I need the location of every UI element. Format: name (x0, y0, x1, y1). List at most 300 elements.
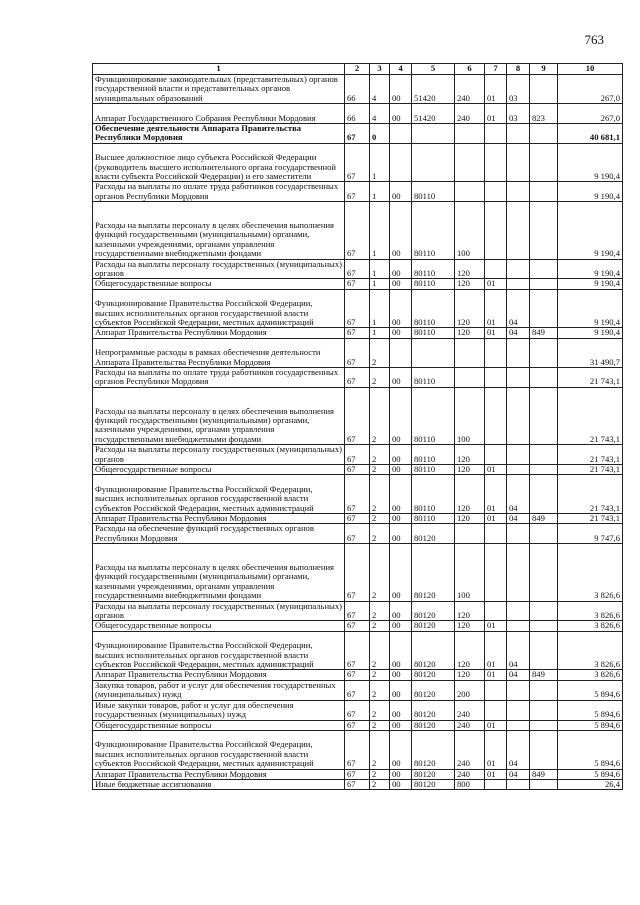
col8-cell (507, 445, 530, 465)
col2-cell: 67 (345, 202, 370, 259)
col9-cell (530, 700, 558, 720)
col5-cell: 80120 (412, 621, 455, 631)
col5-cell: 80120 (412, 524, 455, 544)
col6-cell (455, 143, 485, 182)
col7-cell: 01 (485, 730, 507, 769)
col5-cell: 80120 (412, 670, 455, 680)
col3-cell: 2 (370, 779, 390, 789)
col3-cell: 1 (370, 143, 390, 182)
col8-cell (507, 465, 530, 475)
col5-cell: 80110 (412, 514, 455, 524)
col8-cell: 03 (507, 75, 530, 104)
col3-cell: 4 (370, 75, 390, 104)
amount-cell: 3 826,6 (558, 621, 623, 631)
col9-cell: 849 (530, 514, 558, 524)
header-cell: 10 (558, 64, 623, 75)
col9-cell (530, 720, 558, 730)
col5-cell: 80120 (412, 601, 455, 621)
col6-cell (455, 368, 485, 388)
col9-cell (530, 779, 558, 789)
col5-cell: 51420 (412, 75, 455, 104)
col7-cell (485, 601, 507, 621)
amount-cell: 26,4 (558, 779, 623, 789)
col4-cell: 00 (390, 680, 412, 700)
col2-cell: 67 (345, 680, 370, 700)
col8-cell (507, 720, 530, 730)
header-cell: 8 (507, 64, 530, 75)
col8-cell (507, 524, 530, 544)
col4-cell: 00 (390, 279, 412, 289)
col9-cell (530, 338, 558, 367)
col7-cell (485, 143, 507, 182)
col4-cell (390, 124, 412, 144)
col3-cell: 1 (370, 182, 390, 202)
col4-cell: 00 (390, 631, 412, 670)
col6-cell (455, 524, 485, 544)
amount-cell: 5 894,6 (558, 680, 623, 700)
amount-cell: 267,0 (558, 104, 623, 124)
col7-cell: 01 (485, 279, 507, 289)
col6-cell: 120 (455, 601, 485, 621)
table-row (93, 601, 623, 621)
table-row (93, 720, 623, 730)
col2-cell: 67 (345, 524, 370, 544)
col9-cell (530, 143, 558, 182)
header-cell: 5 (412, 64, 455, 75)
amount-cell: 5 894,6 (558, 700, 623, 720)
col3-cell: 2 (370, 720, 390, 730)
table-row (93, 75, 623, 104)
amount-cell: 5 894,6 (558, 720, 623, 730)
col3-cell: 2 (370, 700, 390, 720)
amount-cell: 3 826,6 (558, 631, 623, 670)
table-row (93, 621, 623, 631)
col6-cell: 240 (455, 104, 485, 124)
col3-cell: 2 (370, 670, 390, 680)
col8-cell (507, 700, 530, 720)
col7-cell (485, 544, 507, 601)
col5-cell: 80120 (412, 720, 455, 730)
col5-cell (412, 143, 455, 182)
col6-cell: 120 (455, 670, 485, 680)
col7-cell: 01 (485, 631, 507, 670)
amount-cell: 267,0 (558, 75, 623, 104)
col5-cell: 80110 (412, 182, 455, 202)
header-cell: 7 (485, 64, 507, 75)
row-name-cell: Аппарат Правительства Республики Мордовия (93, 514, 345, 524)
col2-cell: 67 (345, 544, 370, 601)
table-row (93, 182, 623, 202)
col6-cell: 120 (455, 475, 485, 514)
col7-cell (485, 779, 507, 789)
col9-cell (530, 387, 558, 444)
col3-cell: 2 (370, 544, 390, 601)
col6-cell: 240 (455, 75, 485, 104)
col2-cell: 67 (345, 289, 370, 328)
col3-cell: 4 (370, 104, 390, 124)
row-name-cell: Аппарат Правительства Республики Мордовия (93, 670, 345, 680)
col2-cell: 67 (345, 601, 370, 621)
col7-cell: 01 (485, 475, 507, 514)
amount-cell: 9 190,4 (558, 259, 623, 279)
col6-cell: 120 (455, 445, 485, 465)
col8-cell (507, 544, 530, 601)
col4-cell: 00 (390, 75, 412, 104)
col7-cell: 01 (485, 720, 507, 730)
col4-cell: 00 (390, 524, 412, 544)
col7-cell (485, 368, 507, 388)
row-name-cell: Аппарат Правительства Республики Мордовия (93, 769, 345, 779)
amount-cell: 21 743,1 (558, 387, 623, 444)
col4-cell: 00 (390, 475, 412, 514)
col5-cell: 80110 (412, 387, 455, 444)
col3-cell: 2 (370, 621, 390, 631)
col3-cell: 1 (370, 279, 390, 289)
row-name-cell: Расходы на выплаты персоналу в целях обеспечения выполнения функций государственными (муниципальными) органами, казенными учреждениями, органами управления государственными внебюджетными фондами (93, 202, 345, 259)
row-name-cell: Закупка товаров, работ и услуг для обеспечения государственных (муниципальных) нужд (93, 680, 345, 700)
col5-cell: 80120 (412, 730, 455, 769)
table-row (93, 544, 623, 601)
col6-cell: 800 (455, 779, 485, 789)
amount-cell: 9 190,4 (558, 182, 623, 202)
row-name-cell: Общегосударственные вопросы (93, 465, 345, 475)
col2-cell: 67 (345, 143, 370, 182)
col9-cell: 849 (530, 769, 558, 779)
col9-cell: 849 (530, 670, 558, 680)
col4-cell (390, 143, 412, 182)
col8-cell: 04 (507, 328, 530, 338)
amount-cell: 31 490,7 (558, 338, 623, 367)
col2-cell: 67 (345, 779, 370, 789)
col4-cell: 00 (390, 730, 412, 769)
col2-cell: 67 (345, 700, 370, 720)
col7-cell: 01 (485, 289, 507, 328)
row-name-cell: Расходы на выплаты по оплате труда работников государственных органов Республики Мордовия (93, 182, 345, 202)
amount-cell: 21 743,1 (558, 445, 623, 465)
col8-cell: 04 (507, 514, 530, 524)
col6-cell: 120 (455, 328, 485, 338)
col4-cell: 00 (390, 182, 412, 202)
amount-cell: 9 190,4 (558, 289, 623, 328)
col7-cell: 01 (485, 75, 507, 104)
col4-cell: 00 (390, 700, 412, 720)
col7-cell: 01 (485, 104, 507, 124)
col8-cell (507, 601, 530, 621)
table-row (93, 259, 623, 279)
col9-cell (530, 182, 558, 202)
col4-cell: 00 (390, 104, 412, 124)
col5-cell: 80110 (412, 475, 455, 514)
col7-cell (485, 700, 507, 720)
col8-cell: 03 (507, 104, 530, 124)
col2-cell: 67 (345, 338, 370, 367)
col6-cell: 120 (455, 465, 485, 475)
col4-cell: 00 (390, 621, 412, 631)
row-name-cell: Общегосударственные вопросы (93, 279, 345, 289)
table-row (93, 289, 623, 328)
col4-cell: 00 (390, 328, 412, 338)
col7-cell (485, 680, 507, 700)
table-row (93, 387, 623, 444)
table-row (93, 202, 623, 259)
row-name-cell: Функционирование Правительства Российской Федерации, высших исполнительных органов государственной власти субъектов Российской Федерации, местных администраций (93, 631, 345, 670)
col4-cell: 00 (390, 259, 412, 279)
col5-cell: 80110 (412, 328, 455, 338)
row-name-cell: Высшее должностное лицо субъекта Российской Федерации (руководитель высшего исполнительного органа государственной власти субъекта Российской Федерации) и его заместители (93, 143, 345, 182)
amount-cell: 9 190,4 (558, 202, 623, 259)
col8-cell (507, 202, 530, 259)
col6-cell: 120 (455, 514, 485, 524)
amount-cell: 9 190,4 (558, 143, 623, 182)
row-name-cell: Аппарат Правительства Республики Мордовия (93, 328, 345, 338)
amount-cell: 3 826,6 (558, 601, 623, 621)
table-row (93, 514, 623, 524)
col6-cell: 100 (455, 544, 485, 601)
col2-cell: 67 (345, 445, 370, 465)
col6-cell: 240 (455, 700, 485, 720)
col7-cell (485, 387, 507, 444)
col2-cell: 67 (345, 621, 370, 631)
col5-cell: 80110 (412, 289, 455, 328)
col2-cell: 67 (345, 124, 370, 144)
col3-cell: 2 (370, 465, 390, 475)
col9-cell (530, 75, 558, 104)
col6-cell: 240 (455, 730, 485, 769)
col6-cell: 240 (455, 720, 485, 730)
col2-cell: 67 (345, 475, 370, 514)
header-cell: 3 (370, 64, 390, 75)
col2-cell: 67 (345, 670, 370, 680)
col6-cell: 120 (455, 621, 485, 631)
col5-cell: 80110 (412, 259, 455, 279)
row-name-cell: Расходы на выплаты персоналу в целях обеспечения выполнения функций государственными (муниципальными) органами, казенными учреждениями, органами управления государственными внебюджетными фондами (93, 387, 345, 444)
col8-cell: 04 (507, 730, 530, 769)
page-number: 763 (584, 32, 604, 47)
col6-cell: 100 (455, 387, 485, 444)
col7-cell: 01 (485, 621, 507, 631)
table-row (93, 368, 623, 388)
col9-cell: 823 (530, 104, 558, 124)
col7-cell: 01 (485, 328, 507, 338)
col2-cell: 67 (345, 182, 370, 202)
col2-cell: 67 (345, 730, 370, 769)
col7-cell (485, 524, 507, 544)
col5-cell: 80120 (412, 631, 455, 670)
amount-cell: 3 826,6 (558, 670, 623, 680)
table-row (93, 143, 623, 182)
col9-cell (530, 621, 558, 631)
col9-cell (530, 524, 558, 544)
table-row (93, 338, 623, 367)
col4-cell: 00 (390, 601, 412, 621)
col8-cell: 04 (507, 631, 530, 670)
col3-cell: 2 (370, 368, 390, 388)
col2-cell: 67 (345, 368, 370, 388)
col8-cell: 04 (507, 670, 530, 680)
col5-cell (412, 338, 455, 367)
col4-cell: 00 (390, 465, 412, 475)
col4-cell: 00 (390, 289, 412, 328)
col8-cell (507, 338, 530, 367)
table-row (93, 680, 623, 700)
col3-cell: 1 (370, 289, 390, 328)
col8-cell (507, 279, 530, 289)
col9-cell (530, 631, 558, 670)
col8-cell (507, 680, 530, 700)
col4-cell: 00 (390, 720, 412, 730)
row-name-cell: Общегосударственные вопросы (93, 621, 345, 631)
col5-cell: 51420 (412, 104, 455, 124)
budget-table (92, 63, 623, 790)
col8-cell (507, 259, 530, 279)
amount-cell: 40 681,1 (558, 124, 623, 144)
table-row (93, 769, 623, 779)
table-row (93, 631, 623, 670)
col3-cell: 1 (370, 259, 390, 279)
col5-cell: 80120 (412, 769, 455, 779)
col6-cell (455, 338, 485, 367)
col8-cell (507, 621, 530, 631)
col4-cell: 00 (390, 445, 412, 465)
col2-cell: 67 (345, 387, 370, 444)
col5-cell (412, 124, 455, 144)
row-name-cell: Расходы на выплаты по оплате труда работников государственных органов Республики Мордовия (93, 368, 345, 388)
table-body (93, 75, 623, 790)
col6-cell: 120 (455, 279, 485, 289)
table-row (93, 445, 623, 465)
header-cell: 1 (93, 64, 345, 75)
row-name-cell: Непрограммные расходы в рамках обеспечения деятельности Аппарата Правительства Республики Мордовия (93, 338, 345, 367)
col9-cell (530, 368, 558, 388)
col8-cell (507, 182, 530, 202)
col9-cell (530, 289, 558, 328)
col3-cell: 0 (370, 124, 390, 144)
col7-cell (485, 182, 507, 202)
col4-cell: 00 (390, 779, 412, 789)
col3-cell: 2 (370, 631, 390, 670)
table-row (93, 779, 623, 789)
col7-cell: 01 (485, 514, 507, 524)
row-name-cell: Общегосударственные вопросы (93, 720, 345, 730)
col4-cell: 00 (390, 670, 412, 680)
row-name-cell: Аппарат Государственного Собрания Республики Мордовия (93, 104, 345, 124)
header-cell: 6 (455, 64, 485, 75)
col9-cell (530, 475, 558, 514)
col8-cell (507, 779, 530, 789)
col9-cell (530, 259, 558, 279)
table-header-row (93, 64, 623, 75)
amount-cell: 21 743,1 (558, 368, 623, 388)
col8-cell (507, 124, 530, 144)
amount-cell: 9 190,4 (558, 328, 623, 338)
table-row (93, 124, 623, 144)
table-row (93, 524, 623, 544)
col4-cell: 00 (390, 387, 412, 444)
col6-cell: 120 (455, 631, 485, 670)
amount-cell: 21 743,1 (558, 514, 623, 524)
col3-cell: 2 (370, 680, 390, 700)
col8-cell (507, 368, 530, 388)
col3-cell: 1 (370, 328, 390, 338)
col9-cell (530, 730, 558, 769)
col7-cell (485, 338, 507, 367)
col6-cell: 200 (455, 680, 485, 700)
table-row (93, 104, 623, 124)
table-row (93, 328, 623, 338)
row-name-cell: Расходы на выплаты персоналу государственных (муниципальных) органов (93, 259, 345, 279)
header-cell: 4 (390, 64, 412, 75)
amount-cell: 5 894,6 (558, 730, 623, 769)
col9-cell (530, 202, 558, 259)
col6-cell (455, 124, 485, 144)
row-name-cell: Расходы на выплаты персоналу государственных (муниципальных) органов (93, 445, 345, 465)
row-name-cell: Функционирование Правительства Российской Федерации, высших исполнительных органов государственной власти субъектов Российской Федерации, местных администраций (93, 289, 345, 328)
col2-cell: 67 (345, 720, 370, 730)
col2-cell: 66 (345, 104, 370, 124)
col2-cell: 67 (345, 279, 370, 289)
amount-cell: 21 743,1 (558, 465, 623, 475)
col5-cell: 80110 (412, 445, 455, 465)
col4-cell: 00 (390, 544, 412, 601)
col8-cell: 04 (507, 475, 530, 514)
col7-cell: 01 (485, 670, 507, 680)
col6-cell (455, 182, 485, 202)
table-row (93, 670, 623, 680)
col9-cell: 849 (530, 328, 558, 338)
col8-cell: 04 (507, 289, 530, 328)
row-name-cell: Функционирование законодательных (представительных) органов государственной власти и представительных органов муниципальных образований (93, 75, 345, 104)
col6-cell: 120 (455, 259, 485, 279)
amount-cell: 3 826,6 (558, 544, 623, 601)
col2-cell: 67 (345, 465, 370, 475)
col2-cell: 67 (345, 769, 370, 779)
col8-cell (507, 143, 530, 182)
col4-cell: 00 (390, 514, 412, 524)
row-name-cell: Расходы на выплаты персоналу в целях обеспечения выполнения функций государственными (муниципальными) органами, казенными учреждениями, органами управления государственными внебюджетными фондами (93, 544, 345, 601)
table-row (93, 700, 623, 720)
row-name-cell: Функционирование Правительства Российской Федерации, высших исполнительных органов государственной власти субъектов Российской Федерации, местных администраций (93, 475, 345, 514)
header-cell: 2 (345, 64, 370, 75)
col5-cell: 80120 (412, 779, 455, 789)
col5-cell: 80120 (412, 680, 455, 700)
col3-cell: 2 (370, 601, 390, 621)
row-name-cell: Обеспечение деятельности Аппарата Правительства Республики Мордовия (93, 124, 345, 144)
col3-cell: 2 (370, 524, 390, 544)
col2-cell: 66 (345, 75, 370, 104)
col3-cell: 1 (370, 202, 390, 259)
col9-cell (530, 124, 558, 144)
col7-cell (485, 445, 507, 465)
row-name-cell: Расходы на обеспечение функций государственных органов Республики Мордовия (93, 524, 345, 544)
amount-cell: 21 743,1 (558, 475, 623, 514)
amount-cell: 9 190,4 (558, 279, 623, 289)
col3-cell: 2 (370, 514, 390, 524)
col9-cell (530, 465, 558, 475)
col5-cell: 80110 (412, 368, 455, 388)
col9-cell (530, 445, 558, 465)
col6-cell: 100 (455, 202, 485, 259)
row-name-cell: Функционирование Правительства Российской Федерации, высших исполнительных органов государственной власти субъектов Российской Федерации, местных администраций (93, 730, 345, 769)
col5-cell: 80120 (412, 700, 455, 720)
col4-cell: 00 (390, 368, 412, 388)
col5-cell: 80110 (412, 465, 455, 475)
amount-cell: 5 894,6 (558, 769, 623, 779)
row-name-cell: Иные закупки товаров, работ и услуг для обеспечения государственных (муниципальных) нужд (93, 700, 345, 720)
col2-cell: 67 (345, 259, 370, 279)
col3-cell: 2 (370, 338, 390, 367)
col7-cell (485, 124, 507, 144)
col7-cell: 01 (485, 465, 507, 475)
